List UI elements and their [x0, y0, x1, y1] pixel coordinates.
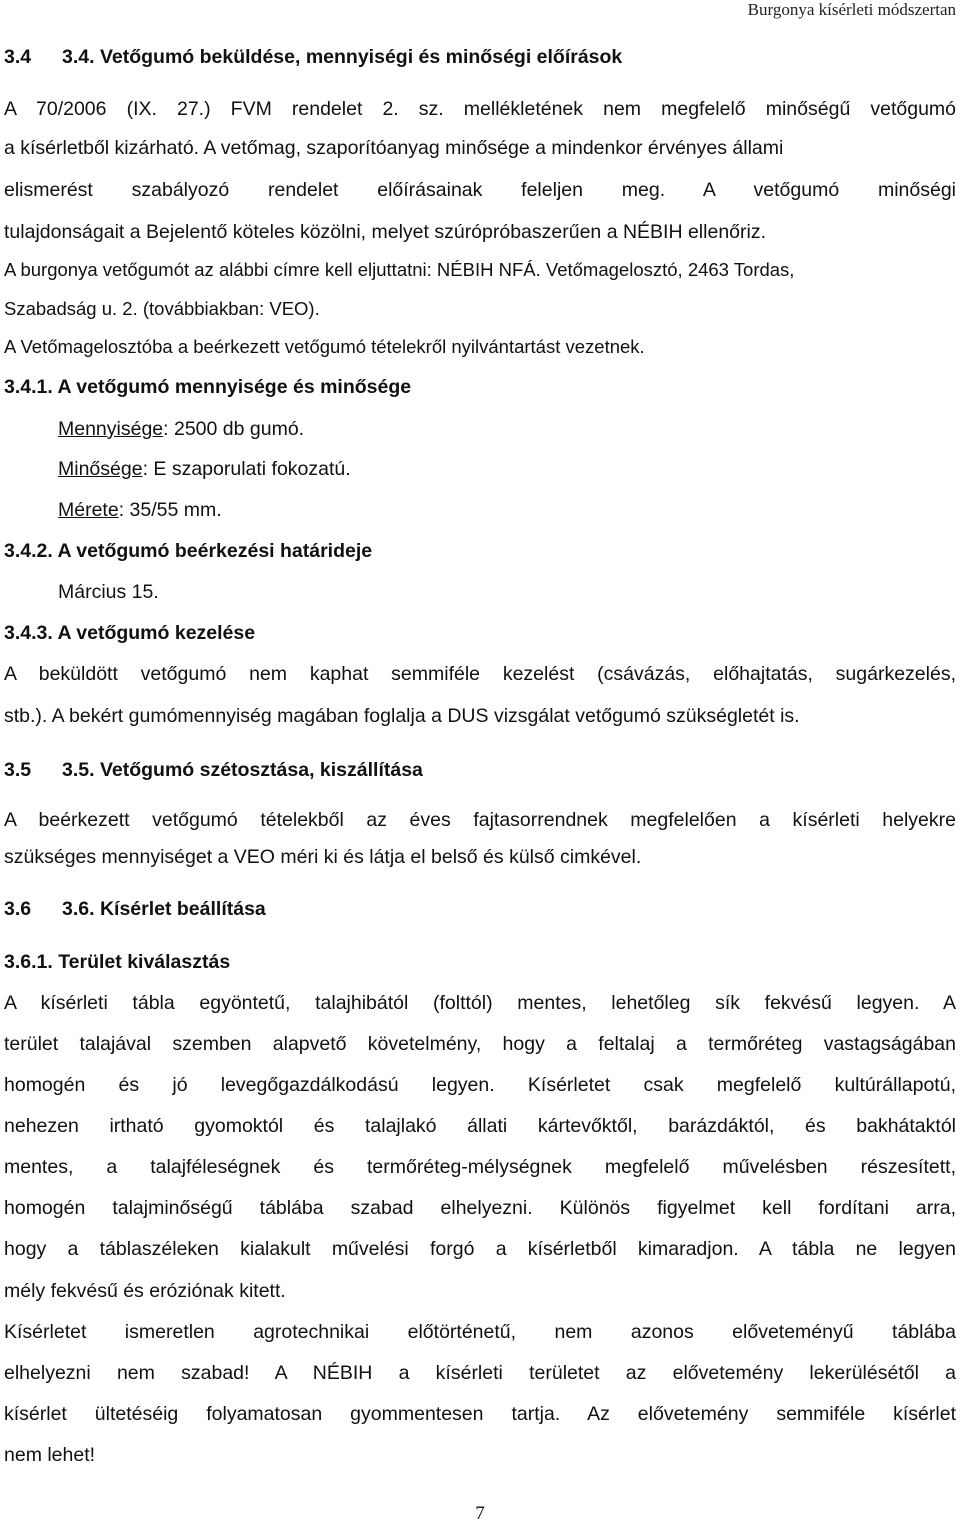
page-number: 7 [475, 1503, 485, 1524]
paragraph-line: mentes, a talajféleségnek és termőréteg-mélységnek megfelelő művelésben részesített, [4, 1156, 956, 1178]
paragraph-line: A kísérleti tábla egyöntetű, talajhibától (folttól) mentes, lehetőleg sík fekvésű legyen. A [4, 992, 956, 1014]
paragraph-line: A 70/2006 (IX. 27.) FVM rendelet 2. sz. mellékletének nem megfelelő minőségű vetőgumó [4, 98, 956, 120]
section-3-4-3-heading: 3.4.3. A vetőgumó kezelése [4, 622, 256, 644]
paragraph-line: stb.). A bekért gumómennyiség magában foglalja a DUS vizsgálat vetőgumó szükségletét is. [4, 705, 800, 727]
section-3-4-heading [4, 45, 622, 69]
paragraph-line: A beérkezett vetőgumó tételekből az éves fajtasorrendnek megfelelően a kísérleti helyekre [4, 809, 956, 831]
item-label: Mennyisége [58, 418, 164, 440]
section-title: 3.5. Vetőgumó szétosztása, kiszállítása [62, 759, 423, 781]
paragraph-line: nehezen irtható gyomoktól és talajlakó állati kártevőktől, barázdáktól, és bakhátaktól [4, 1115, 956, 1137]
item-value: : 2500 db gumó. [163, 418, 305, 440]
section-number: 3.4 [4, 46, 32, 68]
paragraph-line: mély fekvésű és eróziónak kitett. [4, 1280, 286, 1302]
paragraph-line: a kísérletből kizárható. A vetőmag, szaporítóanyag minősége a mindenkor érvényes állami [4, 137, 784, 159]
deadline-value: Március 15. [58, 581, 159, 603]
section-3-4-1-heading: 3.4.1. A vetőgumó mennyisége és minősége [4, 376, 412, 398]
item-value: : 35/55 mm. [118, 499, 222, 521]
running-header: Burgonya kísérleti módszertan [747, 0, 956, 19]
paragraph-line: homogén és jó levegőgazdálkodású legyen. Kísérletet csak megfelelő kultúrállapotú, [4, 1074, 956, 1096]
item-value: : E szaporulati fokozatú. [142, 458, 351, 480]
section-title: 3.6. Kísérlet beállítása [62, 898, 266, 920]
section-3-6-heading [4, 897, 266, 921]
quality-item [58, 457, 351, 481]
paragraph-line: Szabadság u. 2. (továbbiakban: VEO). [4, 298, 320, 319]
paragraph-line: nem lehet! [4, 1444, 96, 1466]
section-title: 3.4. Vetőgumó beküldése, mennyiségi és minőségi előírások [62, 46, 623, 68]
paragraph-line: elismerést szabályozó rendelet előírásainak feleljen meg. A vetőgumó minőségi [4, 179, 956, 201]
section-3-4-2-heading: 3.4.2. A vetőgumó beérkezési határideje [4, 540, 373, 562]
paragraph-line: terület talajával szemben alapvető követelmény, hogy a feltalaj a termőréteg vastagságában [4, 1033, 956, 1055]
section-number: 3.6 [4, 898, 32, 920]
quantity-item [58, 417, 304, 441]
item-label: Mérete [58, 499, 119, 521]
item-label: Minősége [58, 458, 143, 480]
section-3-5-heading [4, 758, 423, 782]
paragraph-line: Kísérletet ismeretlen agrotechnikai előtörténetű, nem azonos előveteményű táblába [4, 1321, 956, 1343]
paragraph-line: elhelyezni nem szabad! A NÉBIH a kísérleti területet az elővetemény lekerülésétől a [4, 1362, 956, 1384]
paragraph-line: kísérlet ültetéséig folyamatosan gyommentesen tartja. Az elővetemény semmiféle kísérlet [4, 1403, 956, 1425]
section-number: 3.5 [4, 759, 32, 781]
paragraph-line: tulajdonságait a Bejelentő köteles közölni, melyet szúrópróbaszerűen a NÉBIH ellenőriz. [4, 221, 767, 243]
section-3-6-1-heading: 3.6.1. Terület kiválasztás [4, 951, 231, 973]
paragraph-line: A burgonya vetőgumót az alábbi címre kell eljuttatni: NÉBIH NFÁ. Vetőmagelosztó, 2463 Tordas, [4, 259, 795, 280]
paragraph-line: A Vetőmagelosztóba a beérkezett vetőgumó tételekről nyilvántartást vezetnek. [4, 336, 645, 357]
paragraph-line: szükséges mennyiséget a VEO méri ki és látja el belső és külső cimkével. [4, 846, 642, 868]
paragraph-line: hogy a táblaszéleken kialakult művelési forgó a kísérletből kimaradjon. A tábla ne legyen [4, 1238, 956, 1260]
paragraph-line: homogén talajminőségű táblába szabad elhelyezni. Különös figyelmet kell fordítani arra, [4, 1197, 956, 1219]
size-item [58, 498, 222, 522]
paragraph-line: A beküldött vetőgumó nem kaphat semmiféle kezelést (csávázás, előhajtatás, sugárkezelés, [4, 663, 956, 685]
